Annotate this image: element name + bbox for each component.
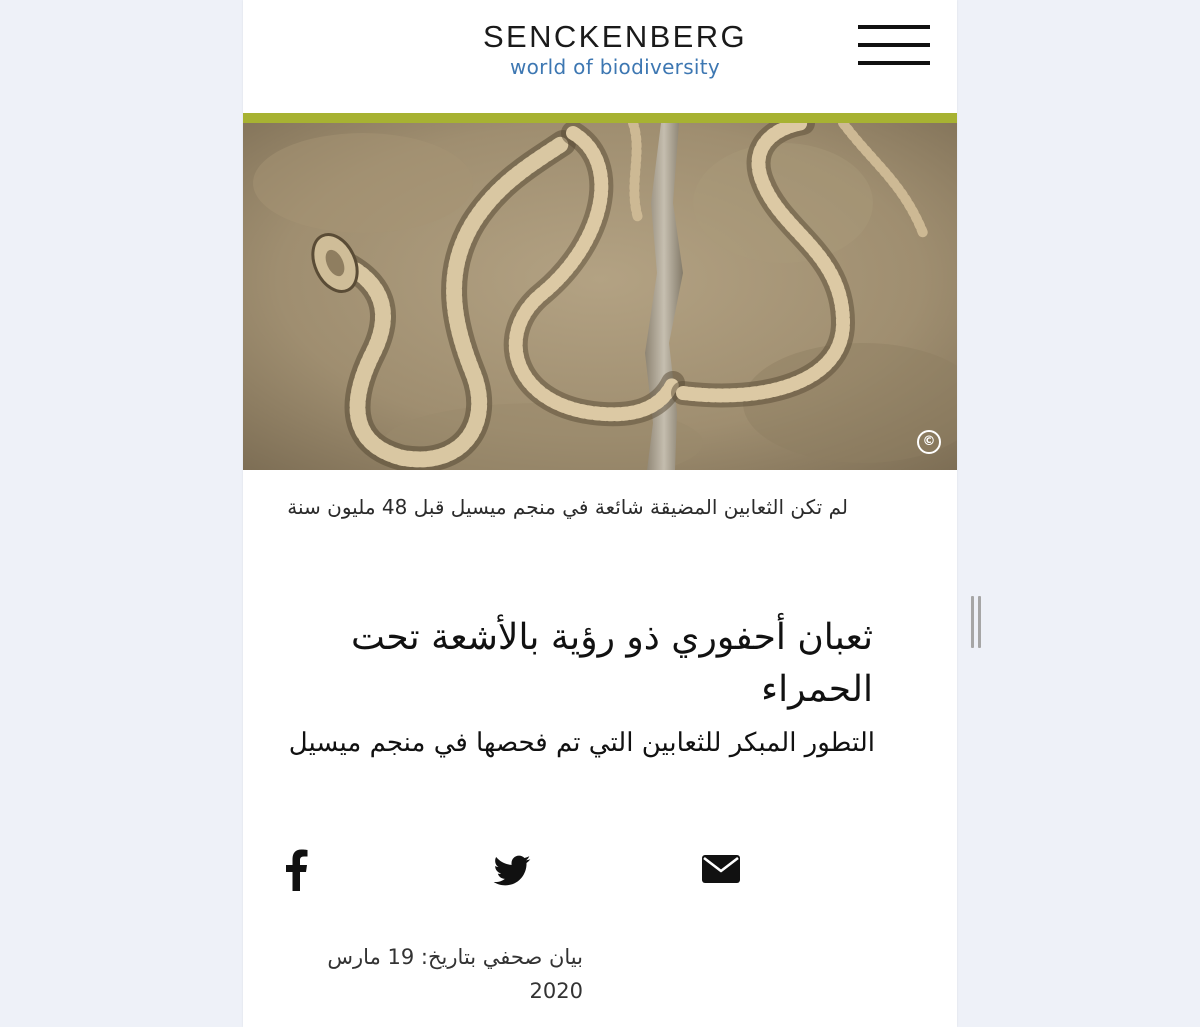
menu-bar-middle bbox=[858, 43, 930, 47]
facebook-icon[interactable] bbox=[283, 847, 309, 891]
fossil-snake-illustration bbox=[243, 123, 957, 470]
image-caption: لم تكن الثعابين المضيقة شائعة في منجم ميسيل قبل 48 مليون سنة bbox=[287, 495, 848, 519]
twitter-icon[interactable] bbox=[492, 847, 532, 891]
copyright-icon[interactable]: © bbox=[917, 430, 941, 454]
scrollbar-handle-line bbox=[978, 596, 981, 648]
scrollbar-handle-line bbox=[971, 596, 974, 648]
page-container bbox=[243, 0, 957, 1027]
senckenberg-logo[interactable] bbox=[460, 18, 770, 80]
press-release-date: بيان صحفي بتاريخ: 19 مارس 2020 bbox=[327, 945, 583, 1003]
site-header bbox=[243, 0, 957, 113]
article-subtitle: التطور المبكر للثعابين التي تم فحصها في منجم ميسيل bbox=[288, 728, 875, 758]
logo-wordmark: SENCKENBERG bbox=[482, 19, 748, 54]
email-icon[interactable] bbox=[701, 847, 741, 891]
fossil-snake-image bbox=[243, 123, 957, 470]
hamburger-menu-icon[interactable] bbox=[858, 24, 931, 68]
article-title: ثعبان أحفوري ذو رؤية بالأشعة تحت الحمراء bbox=[351, 617, 873, 710]
menu-bar-bottom bbox=[858, 61, 930, 65]
accent-bar bbox=[243, 113, 957, 123]
logo-tagline: world of biodiversity bbox=[509, 55, 721, 79]
menu-bar-top bbox=[858, 25, 930, 29]
scrollbar-handle[interactable] bbox=[971, 596, 983, 648]
